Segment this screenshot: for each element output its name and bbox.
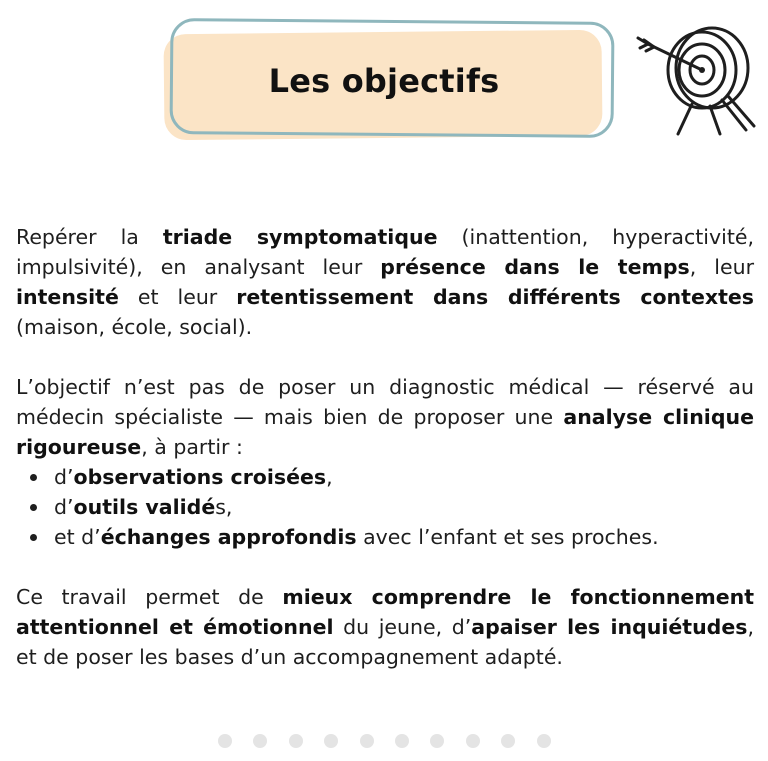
text-span: Ce travail permet de bbox=[16, 585, 283, 609]
text-span: Repérer la bbox=[16, 225, 163, 249]
pagination-dot[interactable] bbox=[289, 734, 303, 748]
text-span: d’ bbox=[54, 495, 74, 519]
target-with-arrow-icon bbox=[630, 22, 758, 140]
pagination-dot[interactable] bbox=[360, 734, 374, 748]
text-span: et leur bbox=[118, 285, 237, 309]
bold-text: outils validé bbox=[73, 495, 216, 519]
paragraph-purpose bbox=[16, 372, 754, 462]
text-span: , bbox=[326, 465, 333, 489]
bold-text: observations croisées bbox=[73, 465, 327, 489]
text-span: (maison, école, social). bbox=[16, 315, 253, 339]
paragraph-outcome bbox=[16, 582, 754, 672]
title-banner bbox=[158, 14, 624, 146]
pagination-dot[interactable] bbox=[466, 734, 480, 748]
text-span: , à partir : bbox=[141, 435, 243, 459]
method-list bbox=[16, 462, 754, 552]
bold-text: analyse clinique rigoureuse bbox=[16, 405, 754, 459]
page-title: Les objectifs bbox=[268, 62, 500, 100]
text-span: , leur bbox=[689, 255, 755, 279]
list-item bbox=[16, 522, 754, 552]
list-item bbox=[16, 462, 754, 492]
pagination-dot[interactable] bbox=[537, 734, 551, 748]
bold-text: échanges approfondis bbox=[100, 525, 357, 549]
pagination-dot[interactable] bbox=[395, 734, 409, 748]
text-span: , et de poser les bases d’un accompagnement adapté. bbox=[16, 615, 754, 669]
bold-text: mieux comprendre le fonctionnement attentionnel et émotionnel bbox=[16, 585, 754, 639]
pagination-dot[interactable] bbox=[253, 734, 267, 748]
pagination-dot[interactable] bbox=[501, 734, 515, 748]
text-span: du jeune, d’ bbox=[333, 615, 472, 639]
text-span: L’objectif n’est pas de poser un diagnostic médical — réservé au médecin spécialiste — mais bien de proposer une bbox=[16, 375, 754, 429]
pagination-dots bbox=[218, 732, 552, 750]
list-item bbox=[16, 492, 754, 522]
text-span: et d’ bbox=[54, 525, 101, 549]
bold-text: apaiser les inquiétudes bbox=[471, 615, 748, 639]
bold-text: retentissement dans différents contextes bbox=[236, 285, 754, 309]
pagination-dot[interactable] bbox=[430, 734, 444, 748]
pagination-dot[interactable] bbox=[324, 734, 338, 748]
text-span: d’ bbox=[54, 465, 74, 489]
bold-text: présence dans le temps bbox=[380, 255, 690, 279]
main-content bbox=[16, 222, 754, 672]
paragraph-objectives bbox=[16, 222, 754, 342]
text-span: s, bbox=[215, 495, 233, 519]
text-span: (inattention, hyperactivité, impulsivité), en analysant leur bbox=[16, 225, 754, 279]
bold-text: intensité bbox=[16, 285, 119, 309]
pagination-dot[interactable] bbox=[218, 734, 232, 748]
bold-text: triade symptomatique bbox=[162, 225, 438, 249]
text-span: avec l’enfant et ses proches. bbox=[356, 525, 659, 549]
